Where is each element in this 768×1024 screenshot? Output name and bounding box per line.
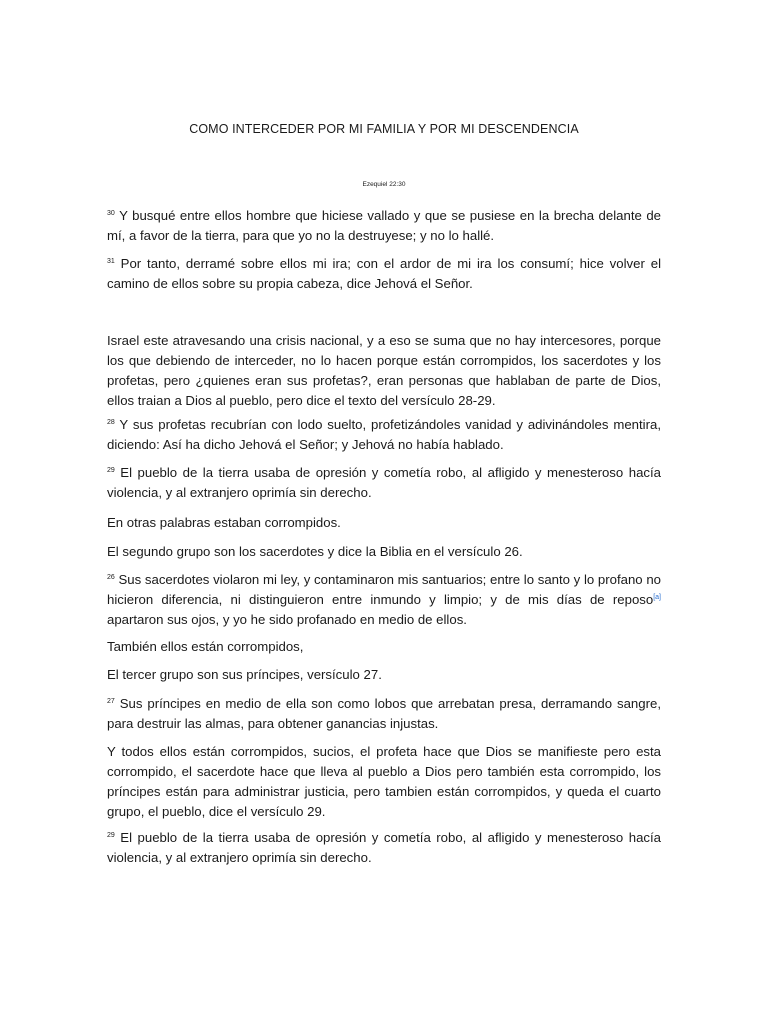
paragraph-text: El pueblo de la tierra usaba de opresión y cometía robo, al afligido y menesteroso hacía violencia, y al extranjero oprimía sin derecho. <box>107 830 661 865</box>
verse-paragraph <box>107 828 661 868</box>
commentary-paragraph <box>107 513 661 533</box>
commentary-paragraph <box>107 742 661 822</box>
commentary-paragraph <box>107 665 661 685</box>
paragraph-text: Israel este atravesando una crisis nacional, y a eso se suma que no hay intercesores, porque los que debiendo de interceder, no lo hacen porque están corrompidos, los sacerdotes y los profetas, pero ¿quienes eran sus profetas?, eran personas que hablaban de parte de Dios, ellos traian a Dios al pueblo, pero dice el texto del versículo 28-29. <box>107 333 661 408</box>
paragraph-text: Y todos ellos están corrompidos, sucios, el profeta hace que Dios se manifieste pero esta corrompido, el sacerdote hace que lleva al pueblo a Dios pero también esta corrompido, los príncipes están para administrar justicia, pero tambien están corrompidos, y queda el cuarto grupo, el pueblo, dice el versículo 29. <box>107 744 661 819</box>
verse-paragraph <box>107 463 661 503</box>
verse-number: 29 <box>107 467 115 474</box>
verse-paragraph <box>107 570 661 630</box>
verse-paragraph <box>107 415 661 455</box>
commentary-paragraph <box>107 637 661 657</box>
paragraph-text: Por tanto, derramé sobre ellos mi ira; con el ardor de mi ira los consumí; hice volver el camino de ellos sobre su propia cabeza, dice Jehová el Señor. <box>107 256 661 291</box>
paragraph-text: El segundo grupo son los sacerdotes y dice la Biblia en el versículo 26. <box>107 544 523 559</box>
verse-number: 27 <box>107 698 115 705</box>
verse-number: 29 <box>107 832 115 839</box>
verse-paragraph <box>107 206 661 246</box>
footnote-link[interactable]: [a] <box>653 594 661 601</box>
paragraph-text: El pueblo de la tierra usaba de opresión y cometía robo, al afligido y menesteroso hacía violencia, y al extranjero oprimía sin derecho. <box>107 465 661 500</box>
verse-number: 31 <box>107 258 115 265</box>
paragraph-text: El tercer grupo son sus príncipes, versículo 27. <box>107 667 382 682</box>
verse-number: 30 <box>107 210 115 217</box>
paragraph-text: En otras palabras estaban corrompidos. <box>107 515 341 530</box>
commentary-paragraph <box>107 331 661 411</box>
commentary-paragraph <box>107 542 661 562</box>
verse-number: 26 <box>107 574 115 581</box>
verse-paragraph <box>107 694 661 734</box>
paragraph-text: Sus príncipes en medio de ella son como lobos que arrebatan presa, derramando sangre, para destruir las almas, para obtener ganancias injustas. <box>107 696 661 731</box>
verse-paragraph <box>107 254 661 294</box>
paragraph-text: Sus sacerdotes violaron mi ley, y contaminaron mis santuarios; entre lo santo y lo profano no hicieron diferencia, ni distinguieron entre inmundo y limpio; y de mis días de reposo <box>107 572 661 607</box>
scripture-reference: Ezequiel 22:30 <box>362 181 406 188</box>
paragraph-text: Y busqué entre ellos hombre que hiciese vallado y que se pusiese en la brecha delante de mí, a favor de la tierra, para que yo no la destruyese; y no lo hallé. <box>107 208 661 243</box>
paragraph-text: También ellos están corrompidos, <box>107 639 304 654</box>
paragraph-text: Y sus profetas recubrían con lodo suelto, profetizándoles vanidad y adivinándoles mentira, diciendo: Así ha dicho Jehová el Señor; y Jehová no había hablado. <box>107 417 661 452</box>
verse-number: 28 <box>107 419 115 426</box>
document-title: COMO INTERCEDER POR MI FAMILIA Y POR MI DESCENDENCIA <box>189 122 579 136</box>
paragraph-text-continued: apartaron sus ojos, y yo he sido profanado en medio de ellos. <box>107 612 467 627</box>
